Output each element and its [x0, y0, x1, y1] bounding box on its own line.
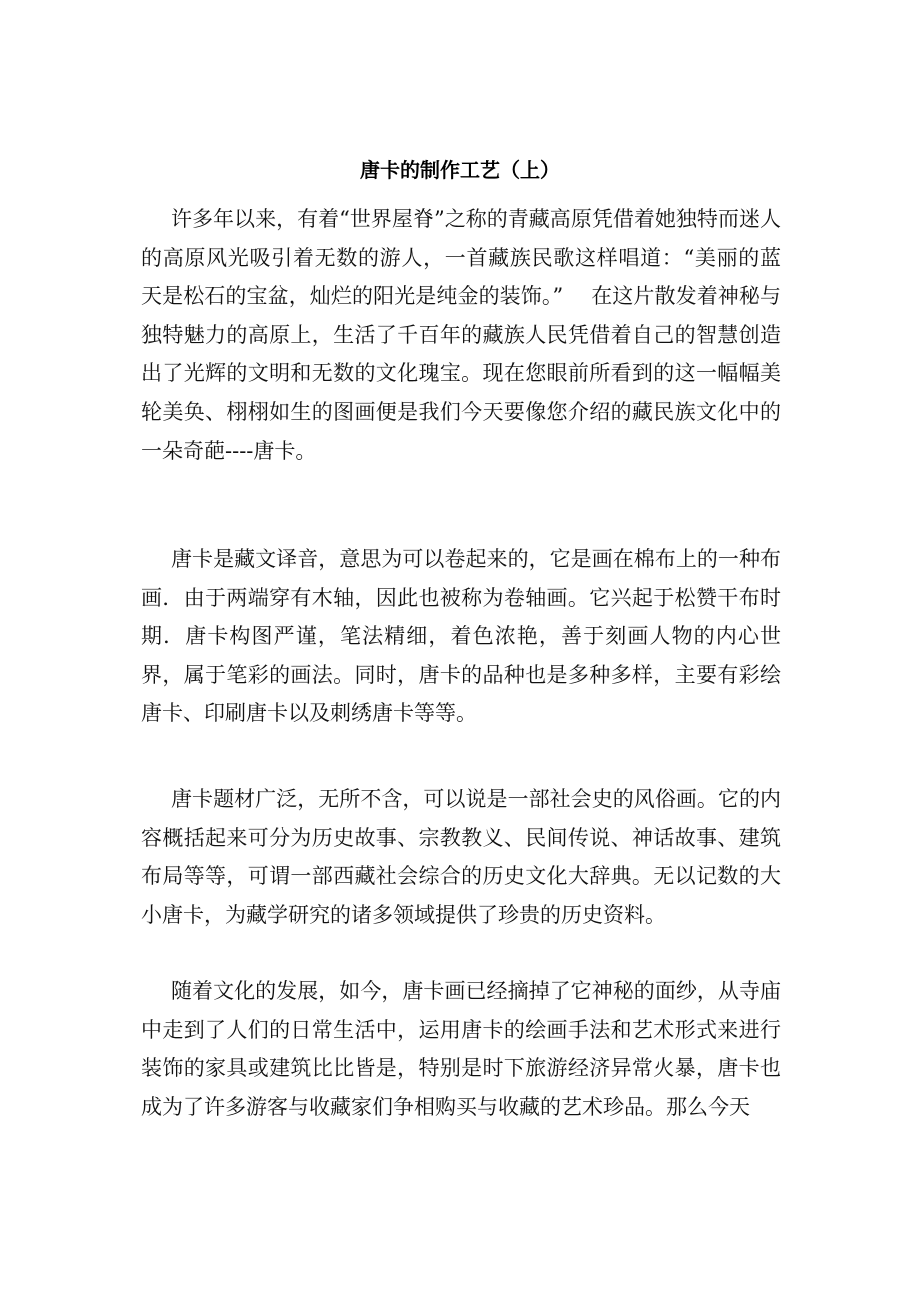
paragraph-development: 随着文化的发展，如今，唐卡画已经摘掉了它神秘的面纱，从寺庙中走到了人们的日常生活中，运用唐卡的绘画手法和艺术形式来进行装饰的家具或建筑比比皆是，特别是时下旅游经济异常火暴，唐卡也成为了许多游客与收藏家们争相购买与收藏的艺术珍品。那么今天: [141, 979, 781, 1119]
document-title: 唐卡的制作工艺（上）: [360, 158, 560, 182]
paragraph-intro: 许多年以来，有着“世界屋脊”之称的青藏高原凭借着她独特而迷人的高原风光吸引着无数的游人，一首藏族民歌这样唱道：“美丽的蓝天是松石的宝盆，灿烂的阳光是纯金的装饰。” 在这片散发着神秘与独特魅力的高原上，生活了千百年的藏族人民凭借着自己的智慧创造出了光辉的文明和无数的文化瑰宝。现在您眼前所看到的这一幅幅美轮美奂、栩栩如生的图画便是我们今天要像您介绍的藏民族文化中的一朵奇葩----唐卡。: [141, 207, 781, 463]
paragraph-subjects: 唐卡题材广泛，无所不含，可以说是一部社会史的风俗画。它的内容概括起来可分为历史故事、宗教教义、民间传说、神话故事、建筑布局等等，可谓一部西藏社会综合的历史文化大辞典。无以记数的大小唐卡，为藏学研究的诸多领域提供了珍贵的历史资料。: [141, 787, 781, 927]
paragraph-definition: 唐卡是藏文译音，意思为可以卷起来的，它是画在棉布上的一种布画．由于两端穿有木轴，因此也被称为卷轴画。它兴起于松赞干布时期．唐卡构图严谨，笔法精细，着色浓艳，善于刻画人物的内心世界，属于笔彩的画法。同时，唐卡的品种也是多种多样，主要有彩绘唐卡、印刷唐卡以及刺绣唐卡等等。: [141, 547, 781, 726]
